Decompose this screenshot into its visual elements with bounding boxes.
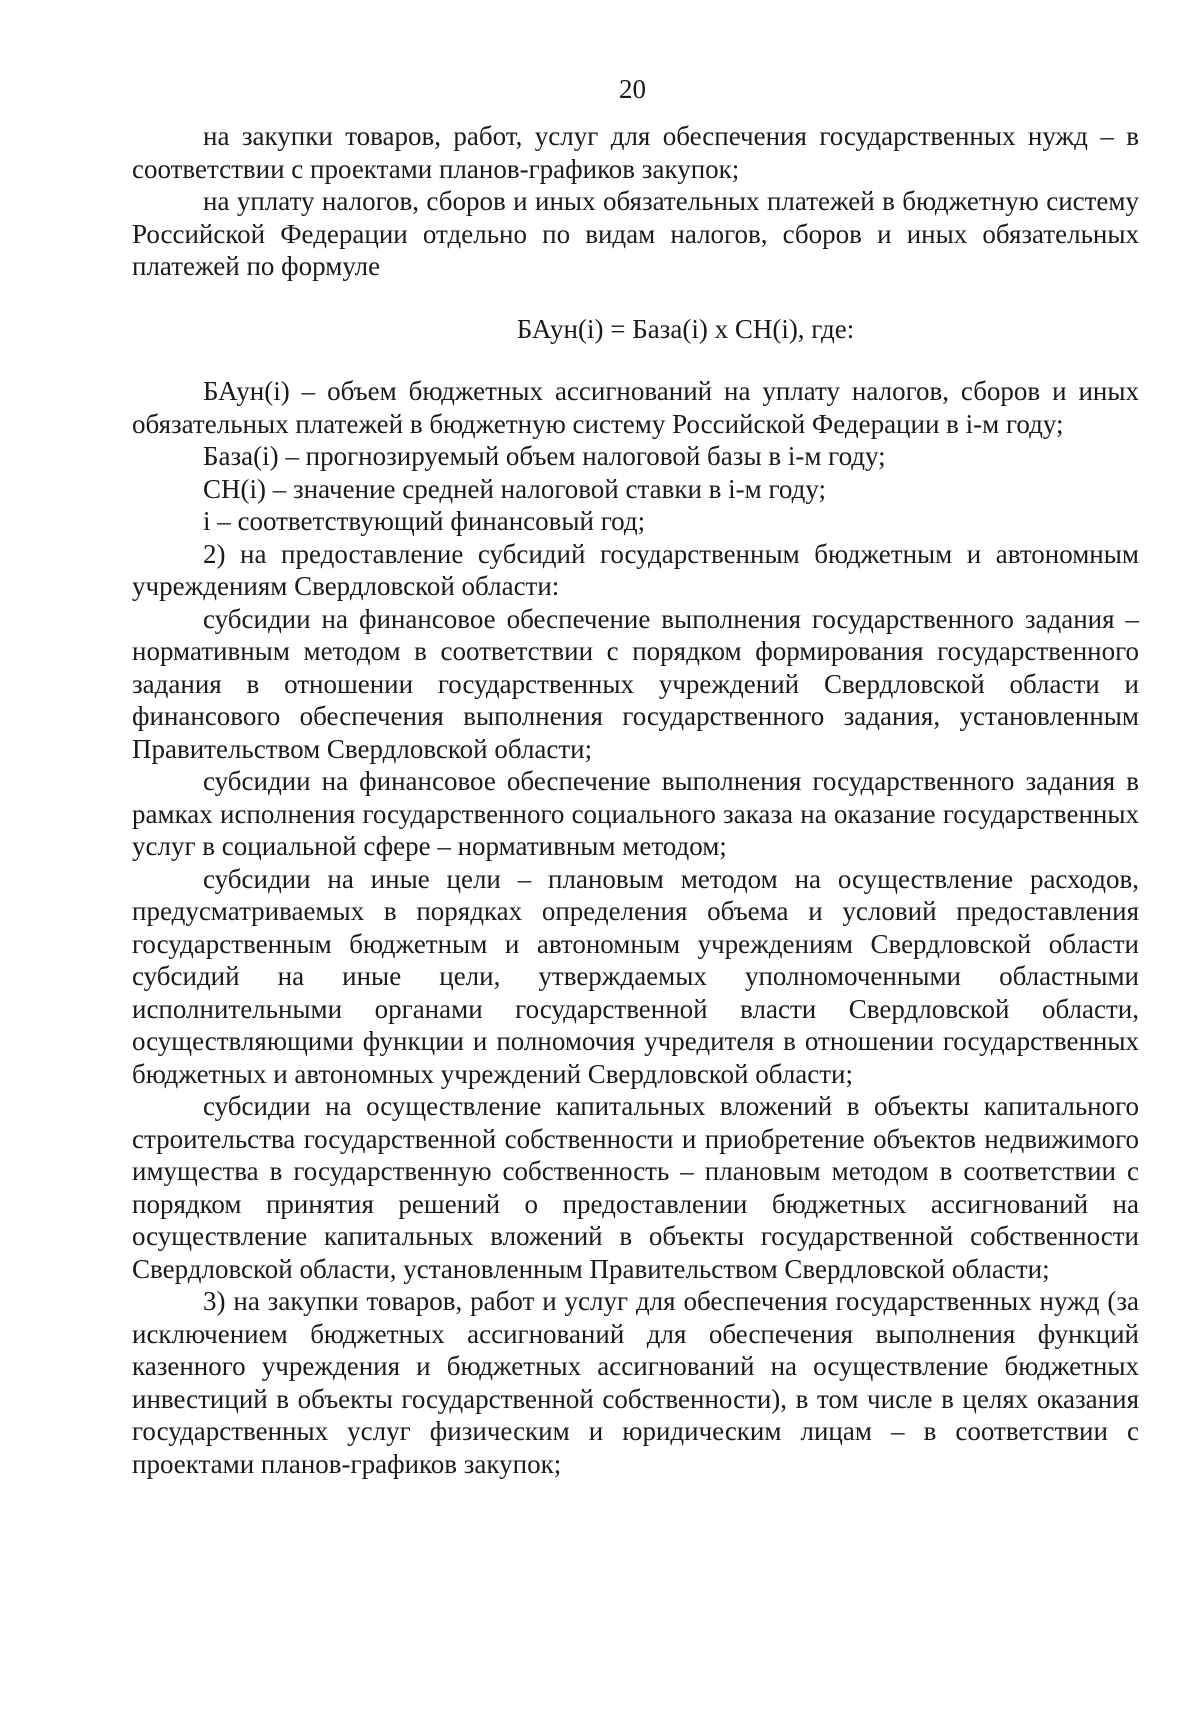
paragraph-subsidy-social-order: субсидии на финансовое обеспечение выполнения государственного задания в рамках исполнения государственного социального заказа на оказание государственных услуг в социальной сфере – нормативным методом; xyxy=(132,766,1139,861)
paragraph-definition-sn: СН(i) – значение средней налоговой ставки в i-м году; xyxy=(203,473,826,504)
formula: БАун(i) = База(i) x СН(i), где: xyxy=(516,313,855,344)
paragraph-definition-i: i – соответствующий финансовый год; xyxy=(203,506,646,536)
paragraph-subsidy-capital-investments: субсидии на осуществление капитальных вложений в объекты капитального строительства государственной собственности и приобретение объектов недвижимого имущества в государственную собственность – плановым методом в соответствии с порядком принятия решений о предоставлении бюджетных ассигнований на осуществление капитальных вложений в объекты государственной собственности Свердловской области, установленным Правительством Свердловской области; xyxy=(132,1091,1139,1284)
paragraph-subsidy-state-task: субсидии на финансовое обеспечение выполнения государственного задания – нормативным методом в соответствии с порядком формирования государственного задания в отношении государственных учреждений Свердловской области и финансового обеспечения выполнения государственного задания, установленным Правительством Свердловской области; xyxy=(132,603,1139,764)
page-number: 20 xyxy=(619,74,646,104)
paragraph-item-2: 2) на предоставление субсидий государственным бюджетным и автономным учреждениям Свердловской области: xyxy=(132,538,1139,601)
paragraph-item-3: 3) на закупки товаров, работ и услуг для обеспечения государственных нужд (за исключением бюджетных ассигнований для обеспечения выполнения функций казенного учреждения и бюджетных ассигнований на осуществление бюджетных инвестиций в объекты государственной собственности), в том числе в целях оказания государственных услуг физическим и юридическим лицам – в соответствии с проектами планов-графиков закупок; xyxy=(132,1286,1139,1479)
paragraph-subsidy-other-purposes: субсидии на иные цели – плановым методом на осуществление расходов, предусматриваемых в порядках определения объема и условий предоставления государственным бюджетным и автономным учреждениям Свердловской области субсидий на иные цели, утверждаемых уполномоченными областными исполнительными органами государственной власти Свердловской области, осуществляющими функции и полномочия учредителя в отношении государственных бюджетных и автономных учреждений Свердловской области; xyxy=(132,863,1139,1089)
paragraph-definition-base: База(i) – прогнозируемый объем налоговой базы в i-м году; xyxy=(203,441,886,471)
paragraph-taxes: на уплату налогов, сборов и иных обязательных платежей в бюджетную систему Российской Федерации отдельно по видам налогов, сборов и иных обязательных платежей по формуле xyxy=(132,186,1139,281)
paragraph-procurement: на закупки товаров, работ, услуг для обеспечения государственных нужд – в соответствии с проектами планов-графиков закупок; xyxy=(132,121,1139,184)
document-body xyxy=(132,120,1139,1480)
paragraph-definition-baun: БАун(i) – объем бюджетных ассигнований на уплату налогов, сборов и иных обязательных платежей в бюджетную систему Российской Федерации в i-м году; xyxy=(132,376,1139,439)
